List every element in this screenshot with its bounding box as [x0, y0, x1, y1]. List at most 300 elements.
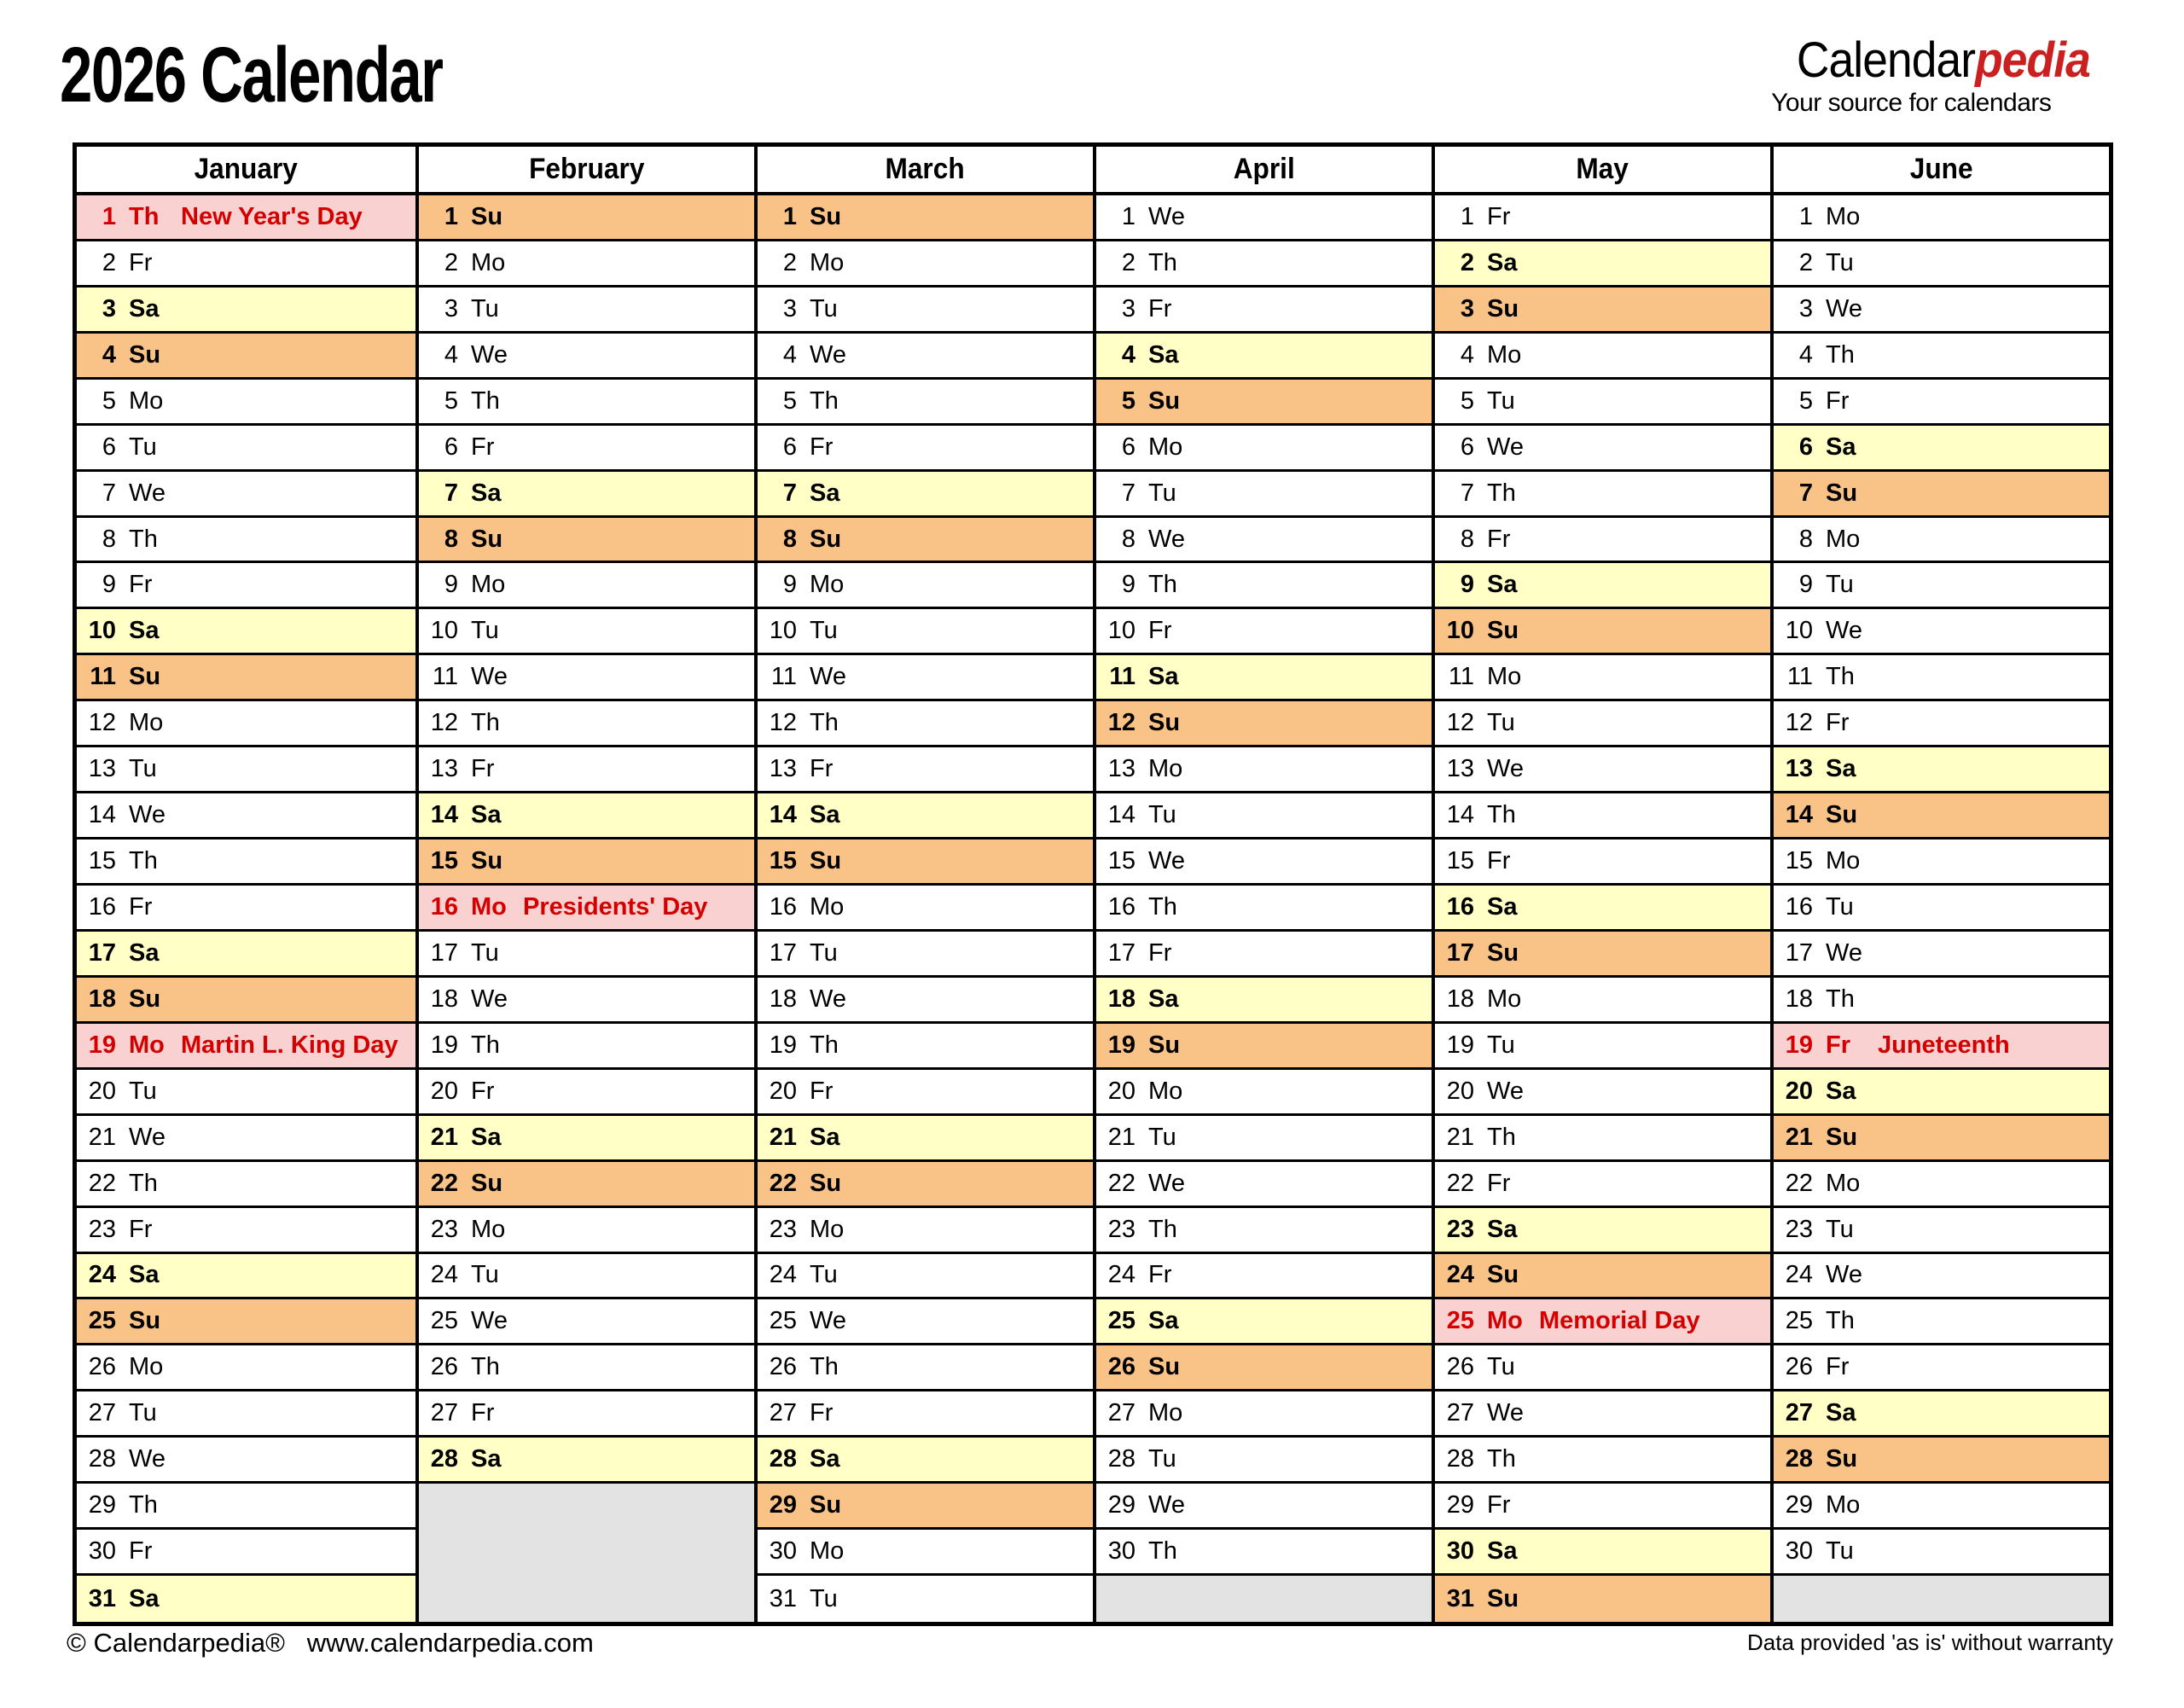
day-number: 28 [430, 1445, 458, 1473]
month-name: February [528, 153, 645, 185]
weekday-abbr: Fr [810, 1077, 834, 1105]
weekday-abbr: Th [1826, 985, 1855, 1013]
day-number: 2 [444, 248, 458, 276]
day-row [1096, 563, 1432, 609]
day-row [419, 793, 754, 839]
weekday-abbr: Sa [1487, 1215, 1518, 1243]
day-number: 18 [88, 985, 116, 1013]
day-row [1435, 793, 1770, 839]
day-number: 10 [88, 617, 116, 645]
weekday-abbr: Sa [1487, 571, 1518, 599]
day-number: 27 [430, 1399, 458, 1427]
day-row [77, 1576, 415, 1622]
calendarpedia-logo [1771, 32, 2090, 117]
empty-cell [1096, 1576, 1432, 1622]
day-number: 14 [1446, 801, 1474, 829]
day-number: 10 [1785, 617, 1813, 645]
day-number: 22 [1446, 1169, 1474, 1197]
day-row [1435, 839, 1770, 886]
day-row [1774, 1208, 2109, 1254]
weekday-abbr: Th [471, 1353, 500, 1381]
day-number: 14 [1785, 801, 1813, 829]
day-number: 27 [1446, 1399, 1474, 1427]
day-row [1435, 472, 1770, 518]
day-number: 30 [88, 1537, 116, 1566]
day-number: 12 [430, 709, 458, 737]
day-number: 15 [430, 847, 458, 875]
weekday-abbr: Mo [810, 892, 845, 921]
day-row [77, 978, 415, 1024]
weekday-abbr: Tu [129, 433, 157, 461]
day-number: 26 [1107, 1353, 1136, 1381]
day-row [1096, 1116, 1432, 1162]
month-column-january [77, 147, 415, 1622]
day-number: 6 [1460, 433, 1474, 461]
day-row [1435, 609, 1770, 655]
day-row [419, 1162, 754, 1208]
day-row [758, 426, 1093, 472]
weekday-abbr: Sa [810, 1123, 840, 1151]
day-row [1096, 241, 1432, 288]
day-number: 16 [430, 892, 458, 921]
weekday-abbr: Sa [1148, 340, 1179, 369]
day-number: 25 [88, 1307, 116, 1335]
day-row-holiday [1774, 1024, 2109, 1070]
day-number: 30 [1446, 1537, 1474, 1566]
day-row [419, 426, 754, 472]
day-row [1435, 1254, 1770, 1300]
month-header [419, 147, 754, 195]
day-number: 28 [1446, 1445, 1474, 1473]
day-number: 31 [1446, 1584, 1474, 1612]
weekday-abbr: Mo [471, 248, 506, 276]
day-number: 25 [1446, 1307, 1474, 1335]
weekday-abbr: Mo [1148, 1077, 1183, 1105]
day-row [1096, 886, 1432, 932]
day-row [1774, 1070, 2109, 1116]
day-number: 6 [1121, 433, 1136, 461]
day-row [419, 839, 754, 886]
day-number: 7 [1121, 479, 1136, 507]
day-number: 10 [1446, 617, 1474, 645]
weekday-abbr: Mo [1826, 202, 1861, 230]
weekday-abbr: Tu [1826, 1215, 1854, 1243]
day-number: 21 [430, 1123, 458, 1151]
day-number: 17 [430, 938, 458, 967]
day-number: 29 [1107, 1491, 1136, 1519]
day-number: 31 [769, 1584, 797, 1612]
day-row [1435, 978, 1770, 1024]
day-row [419, 195, 754, 241]
weekday-abbr: Th [129, 1169, 158, 1197]
weekday-abbr: Tu [129, 1399, 157, 1427]
day-row [1096, 978, 1432, 1024]
day-row [419, 655, 754, 701]
weekday-abbr: Th [1826, 1307, 1855, 1335]
day-row [1435, 241, 1770, 288]
day-row [77, 1438, 415, 1484]
day-number: 12 [88, 709, 116, 737]
day-number: 3 [1460, 294, 1474, 322]
day-row [758, 1345, 1093, 1391]
day-row [419, 1438, 754, 1484]
day-row [77, 839, 415, 886]
weekday-abbr: Tu [471, 1261, 499, 1289]
weekday-abbr: Fr [129, 1215, 153, 1243]
weekday-abbr: Sa [129, 938, 160, 967]
day-number: 5 [1798, 386, 1813, 415]
weekday-abbr: Su [129, 663, 161, 691]
day-row [1435, 1024, 1770, 1070]
weekday-abbr: Tu [810, 1261, 838, 1289]
month-header [758, 147, 1093, 195]
day-row [1435, 1438, 1770, 1484]
day-number: 8 [782, 525, 797, 553]
day-number: 6 [782, 433, 797, 461]
day-number: 17 [1446, 938, 1474, 967]
day-row [1096, 1438, 1432, 1484]
weekday-abbr: We [471, 985, 508, 1013]
day-number: 20 [769, 1077, 797, 1105]
day-row [1435, 1345, 1770, 1391]
day-row [758, 380, 1093, 426]
weekday-abbr: Fr [810, 755, 834, 783]
day-number: 8 [444, 525, 458, 553]
day-number: 15 [1446, 847, 1474, 875]
weekday-abbr: Tu [129, 755, 157, 783]
day-number: 17 [769, 938, 797, 967]
month-column-february [415, 147, 754, 1622]
day-row [77, 518, 415, 564]
weekday-abbr: Su [1148, 1031, 1181, 1059]
day-number: 1 [1121, 202, 1136, 230]
weekday-abbr: We [1148, 202, 1185, 230]
day-row [1435, 426, 1770, 472]
day-row [758, 472, 1093, 518]
weekday-abbr: Tu [1826, 892, 1854, 921]
day-row [1096, 932, 1432, 978]
weekday-abbr: Su [810, 202, 842, 230]
day-row [1096, 1024, 1432, 1070]
day-row-holiday [77, 1024, 415, 1070]
day-row [1774, 334, 2109, 380]
weekday-abbr: Sa [1148, 663, 1179, 691]
day-row [77, 1530, 415, 1576]
day-number: 21 [1107, 1123, 1136, 1151]
weekday-abbr: We [1148, 847, 1185, 875]
weekday-abbr: Fr [471, 433, 495, 461]
weekday-abbr: Su [1487, 938, 1519, 967]
day-row [77, 426, 415, 472]
weekday-abbr: Sa [1826, 1399, 1856, 1427]
day-number: 13 [1785, 755, 1813, 783]
day-number: 7 [444, 479, 458, 507]
weekday-abbr: Th [1148, 1215, 1177, 1243]
day-number: 14 [88, 801, 116, 829]
day-row [1096, 839, 1432, 886]
day-number: 23 [1446, 1215, 1474, 1243]
weekday-abbr: Tu [1826, 571, 1854, 599]
day-row [1435, 1576, 1770, 1622]
day-row [1435, 1484, 1770, 1530]
weekday-abbr: Mo [471, 892, 507, 921]
weekday-abbr: We [129, 479, 166, 507]
day-row [1096, 1070, 1432, 1116]
month-column-june [1770, 147, 2109, 1622]
weekday-abbr: Fr [129, 892, 153, 921]
weekday-abbr: Th [1148, 571, 1177, 599]
weekday-abbr: Mo [129, 386, 164, 415]
day-row [1096, 472, 1432, 518]
day-row [1096, 1162, 1432, 1208]
weekday-abbr: Fr [1148, 617, 1172, 645]
day-number: 30 [1785, 1537, 1813, 1566]
weekday-abbr: Su [129, 340, 161, 369]
day-number: 1 [102, 202, 116, 230]
weekday-abbr: Fr [129, 248, 153, 276]
day-row-holiday [1435, 1299, 1770, 1345]
day-number: 29 [88, 1491, 116, 1519]
day-number: 24 [769, 1261, 797, 1289]
day-number: 27 [88, 1399, 116, 1427]
weekday-abbr: Su [810, 1491, 842, 1519]
day-row [758, 1391, 1093, 1438]
day-row [758, 932, 1093, 978]
weekday-abbr: Sa [1148, 1307, 1179, 1335]
day-row [77, 793, 415, 839]
day-number: 5 [444, 386, 458, 415]
day-number: 22 [769, 1169, 797, 1197]
weekday-abbr: Th [1148, 248, 1177, 276]
day-number: 30 [1107, 1537, 1136, 1566]
day-number: 18 [430, 985, 458, 1013]
day-row [1774, 1116, 2109, 1162]
weekday-abbr: Fr [1826, 1031, 1850, 1059]
day-row [1435, 1116, 1770, 1162]
day-number: 1 [1798, 202, 1813, 230]
day-row [419, 701, 754, 747]
weekday-abbr: Mo [1148, 1399, 1183, 1427]
day-row [1774, 426, 2109, 472]
month-name: March [885, 153, 966, 185]
day-number: 19 [430, 1031, 458, 1059]
day-number: 23 [430, 1215, 458, 1243]
day-row [77, 1391, 415, 1438]
day-row [1096, 380, 1432, 426]
weekday-abbr: Tu [810, 294, 838, 322]
weekday-abbr: Mo [810, 571, 845, 599]
day-number: 24 [1446, 1261, 1474, 1289]
weekday-abbr: Tu [471, 294, 499, 322]
day-number: 20 [1446, 1077, 1474, 1105]
weekday-abbr: We [129, 801, 166, 829]
day-number: 27 [1107, 1399, 1136, 1427]
month-name: June [1909, 153, 1973, 185]
day-row [1096, 609, 1432, 655]
weekday-abbr: We [1148, 1169, 1185, 1197]
day-row [77, 932, 415, 978]
weekday-abbr: Th [1487, 1445, 1516, 1473]
day-row [758, 609, 1093, 655]
weekday-abbr: We [1487, 433, 1524, 461]
footer-disclaimer: Data provided 'as is' without warranty [1746, 1630, 2113, 1655]
day-row [1096, 1484, 1432, 1530]
day-row [77, 1299, 415, 1345]
weekday-abbr: Su [1148, 1353, 1181, 1381]
logo-text-red: pedia [1975, 32, 2090, 88]
day-row [1774, 472, 2109, 518]
day-number: 9 [1798, 571, 1813, 599]
day-row [758, 334, 1093, 380]
day-row [419, 932, 754, 978]
day-row [419, 978, 754, 1024]
holiday-label: Juneteenth [1878, 1031, 2010, 1059]
day-row [1096, 1254, 1432, 1300]
day-row [77, 1162, 415, 1208]
day-row [1435, 655, 1770, 701]
day-number: 27 [769, 1399, 797, 1427]
day-row [1774, 932, 2109, 978]
month-column-may [1432, 147, 1770, 1622]
day-row [758, 655, 1093, 701]
weekday-abbr: Th [471, 1031, 500, 1059]
day-number: 19 [1446, 1031, 1474, 1059]
weekday-abbr: Tu [471, 938, 499, 967]
day-row [77, 472, 415, 518]
day-number: 18 [769, 985, 797, 1013]
weekday-abbr: Mo [810, 1215, 845, 1243]
day-row [1096, 1530, 1432, 1576]
day-row [758, 839, 1093, 886]
weekday-abbr: Fr [1148, 294, 1172, 322]
day-row [419, 747, 754, 793]
weekday-abbr: Su [1487, 1584, 1519, 1612]
day-number: 14 [769, 801, 797, 829]
weekday-abbr: Su [471, 525, 503, 553]
weekday-abbr: Mo [810, 248, 845, 276]
day-row [1774, 793, 2109, 839]
day-number: 12 [769, 709, 797, 737]
day-row [77, 1208, 415, 1254]
holiday-label: Martin L. King Day [181, 1031, 398, 1059]
weekday-abbr: Sa [129, 294, 160, 322]
day-number: 11 [1786, 663, 1813, 691]
day-row [1096, 288, 1432, 334]
day-row [758, 1484, 1093, 1530]
day-number: 11 [432, 663, 458, 691]
weekday-abbr: Mo [1826, 525, 1861, 553]
day-row [758, 288, 1093, 334]
weekday-abbr: We [810, 340, 846, 369]
weekday-abbr: Sa [810, 479, 840, 507]
weekday-abbr: Fr [1826, 386, 1850, 415]
day-number: 20 [430, 1077, 458, 1105]
day-row [1774, 241, 2109, 288]
weekday-abbr: Sa [129, 1584, 160, 1612]
weekday-abbr: Mo [1148, 755, 1183, 783]
day-number: 14 [1107, 801, 1136, 829]
day-number: 2 [1798, 248, 1813, 276]
day-number: 4 [1121, 340, 1136, 369]
weekday-abbr: Th [129, 202, 160, 230]
day-number: 22 [1107, 1169, 1136, 1197]
day-row [1774, 1254, 2109, 1300]
weekday-abbr: Su [129, 1307, 161, 1335]
day-row [1435, 747, 1770, 793]
day-number: 20 [88, 1077, 116, 1105]
weekday-abbr: We [1826, 294, 1862, 322]
day-row [1774, 195, 2109, 241]
day-number: 31 [88, 1584, 116, 1612]
day-number: 24 [1785, 1261, 1813, 1289]
day-row [1435, 1530, 1770, 1576]
weekday-abbr: Tu [1148, 1445, 1176, 1473]
day-row [1096, 747, 1432, 793]
day-number: 29 [1446, 1491, 1474, 1519]
weekday-abbr: Fr [471, 1399, 495, 1427]
day-number: 13 [769, 755, 797, 783]
day-number: 13 [1446, 755, 1474, 783]
day-number: 22 [88, 1169, 116, 1197]
day-number: 28 [1107, 1445, 1136, 1473]
day-number: 10 [1107, 617, 1136, 645]
weekday-abbr: Fr [129, 1537, 153, 1566]
day-number: 1 [444, 202, 458, 230]
day-number: 23 [769, 1215, 797, 1243]
weekday-abbr: We [471, 340, 508, 369]
footer-copyright: © Calendarpedia® www.calendarpedia.com [67, 1628, 594, 1658]
day-row [1774, 1530, 2109, 1576]
weekday-abbr: Th [810, 709, 839, 737]
weekday-abbr: Sa [471, 1445, 502, 1473]
weekday-abbr: Su [1487, 1261, 1519, 1289]
day-number: 25 [769, 1307, 797, 1335]
day-number: 15 [1107, 847, 1136, 875]
weekday-abbr: Sa [1487, 1537, 1518, 1566]
day-number: 9 [1460, 571, 1474, 599]
day-number: 9 [1121, 571, 1136, 599]
weekday-abbr: Fr [1487, 202, 1511, 230]
weekday-abbr: We [810, 1307, 846, 1335]
day-number: 17 [1785, 938, 1813, 967]
weekday-abbr: Mo [471, 571, 506, 599]
day-row [758, 1208, 1093, 1254]
day-number: 7 [102, 479, 116, 507]
day-row [77, 1254, 415, 1300]
weekday-abbr: Fr [810, 433, 834, 461]
day-number: 11 [770, 663, 797, 691]
day-number: 4 [1798, 340, 1813, 369]
day-number: 15 [769, 847, 797, 875]
weekday-abbr: Th [129, 1491, 158, 1519]
day-row [1435, 518, 1770, 564]
day-row [77, 1070, 415, 1116]
weekday-abbr: Tu [1487, 709, 1515, 737]
day-row [758, 1070, 1093, 1116]
day-number: 2 [782, 248, 797, 276]
day-row [77, 655, 415, 701]
day-number: 19 [1785, 1031, 1813, 1059]
day-number: 7 [782, 479, 797, 507]
day-number: 1 [782, 202, 797, 230]
day-number: 6 [1798, 433, 1813, 461]
day-number: 25 [1785, 1307, 1813, 1335]
day-row [1774, 747, 2109, 793]
weekday-abbr: Tu [1148, 479, 1176, 507]
day-number: 5 [102, 386, 116, 415]
weekday-abbr: Su [810, 847, 842, 875]
day-number: 3 [102, 294, 116, 322]
